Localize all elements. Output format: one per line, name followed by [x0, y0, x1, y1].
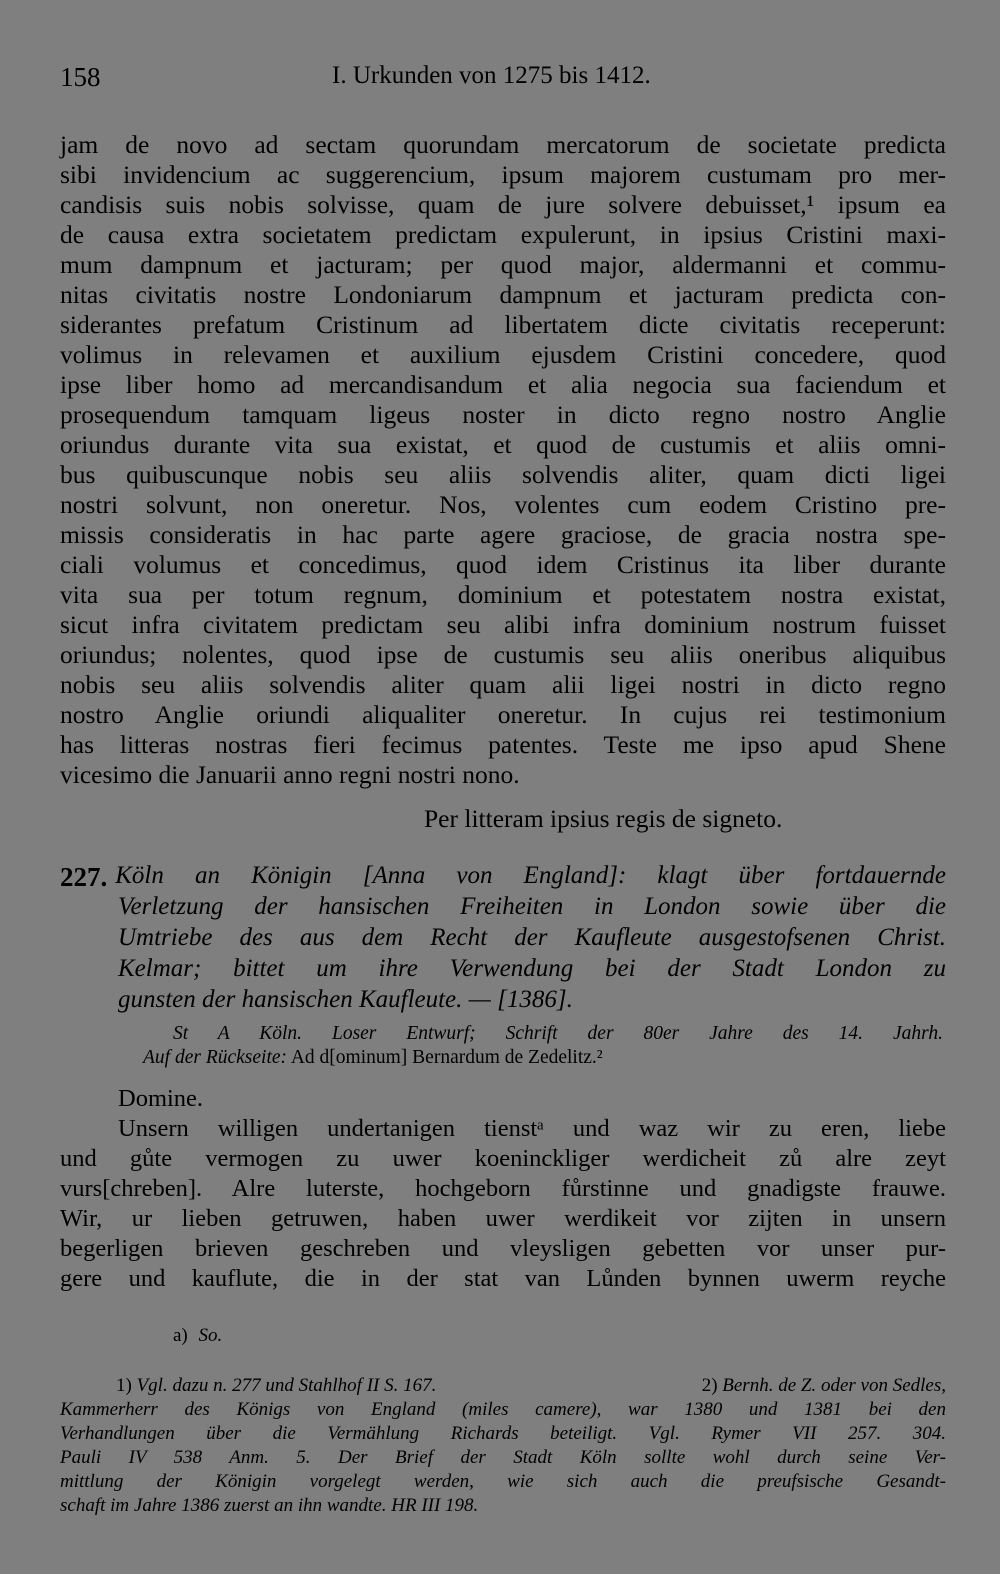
footnote-text: Kammerherr des Königs von England (miles camere), war 1380 und 1381 bei den: [60, 1399, 946, 1420]
text-line: vita sua per totum regnum, dominium et potestatem nostra existat,: [60, 580, 946, 609]
text-line: nitas civitatis nostre Londoniarum dampnum et jacturam predicta con-: [60, 280, 946, 309]
text-line: begerligen brieven geschreben und vleysligen gebetten vor unser pur-: [60, 1235, 946, 1262]
text-line: mum dampnum et jacturam; per quod major, aldermanni et commu-: [60, 250, 946, 279]
text-line: siderantes prefatum Cristinum ad libertatem dicte civitatis receperunt:: [60, 310, 946, 339]
footnote-line: [116, 1375, 946, 1397]
text-line: nostro Anglie oriundi aliqualiter oneretur. In cujus rei testimonium: [60, 700, 946, 729]
text-line: nobis seu aliis solvendis aliter quam alii ligei nostri in dicto regno: [60, 670, 946, 699]
footnote-text: mittlung der Königin vorgelegt werden, wie sich auch die preufsische Gesandt-: [60, 1471, 946, 1492]
footnote-text: Verhandlungen über die Vermählung Richards beteiligt. Vgl. Rymer VII 257. 304.: [60, 1423, 946, 1444]
footnote-marker: 2): [701, 1375, 718, 1396]
footnote-marker: 1): [116, 1375, 132, 1396]
text-line: de causa extra societatem predictam expulerunt, in ipsius Cristini maxi-: [60, 220, 946, 249]
note-marker: a): [173, 1325, 188, 1346]
text-line: gere und kauflute, die in der stat van Lůnden bynnen uwerm reyche: [60, 1265, 946, 1292]
note-text: So.: [198, 1325, 223, 1346]
summary-line: Verletzung der hansischen Freiheiten in London sowie über die: [118, 893, 946, 920]
text-line: vicesimo die Januarii anno regni nostri nono.: [60, 760, 520, 789]
text-line: has litteras nostras fieri fecimus patentes. Teste me ipso apud Shene: [60, 730, 946, 759]
text-critical-note: [173, 1325, 222, 1347]
text-line: bus quibuscunque nobis seu aliis solvendis aliter, quam dicti ligei: [60, 460, 946, 489]
text-line: ipse liber homo ad mercandisandum et alia negocia sua faciendum et: [60, 370, 946, 399]
source-note: St A Köln. Loser Entwurf; Schrift der 80er Jahre des 14. Jahrh.: [173, 1023, 943, 1044]
text-line: prosequendum tamquam ligeus noster in dicto regno nostro Anglie: [60, 400, 946, 429]
text-line: missis consideratis in hac parte agere graciose, de gracia nostra spe-: [60, 520, 946, 549]
text-line: sicut infra civitatem predictam seu alibi infra dominium nostrum fuisset: [60, 610, 946, 639]
text-line: oriundus durante vita sua existat, et quod de custumis et aliis omni-: [60, 430, 946, 459]
text-line: und gůte vermogen zu uwer koeninckliger werdicheit zů alre zeyt: [60, 1145, 946, 1172]
footnote-text: Pauli IV 538 Anm. 5. Der Brief der Stadt Köln sollte wohl durch seine Ver-: [60, 1447, 946, 1468]
summary-line: Kelmar; bittet um ihre Verwendung bei der Stadt London zu: [118, 955, 946, 982]
page-number: 158: [60, 62, 101, 92]
text-line: nostri solvunt, non oneretur. Nos, volentes cum eodem Cristino pre-: [60, 490, 946, 519]
footnote-text: schaft im Jahre 1386 zuerst an ihn wandte. HR III 198.: [60, 1495, 479, 1516]
text-line: jam de novo ad sectam quorundam mercatorum de societate predicta: [60, 130, 946, 159]
footnote-text: Vgl. dazu n. 277 und Stahlhof II S. 167.: [136, 1375, 437, 1396]
summary-line: Köln an Königin [Anna von England]: klagt über fortdauernde: [115, 862, 946, 889]
text-line: ciali volumus et concedimus, quod idem Cristinus ita liber durante: [60, 550, 946, 579]
text-line: vurs[chreben]. Alre luterste, hochgeborn fůrstinne und gnadigste frauwe.: [60, 1175, 946, 1202]
text-line: volimus in relevamen et auxilium ejusdem Cristini concedere, quod: [60, 340, 946, 369]
text-line: candisis suis nobis solvisse, quam de jure solvere debuisset,¹ ipsum ea: [60, 190, 946, 219]
page-header: [60, 62, 945, 98]
footnote-text: Bernh. de Z. oder von Sedles,: [722, 1375, 946, 1396]
running-title: I. Urkunden von 1275 bis 1412.: [332, 62, 651, 89]
text-line: oriundus; nolentes, quod ipse de custumis seu aliis oneribus aliquibus: [60, 640, 946, 669]
document-number: 227.: [60, 862, 108, 892]
source-note-address: Ad d[ominum] Bernardum de Zedelitz.²: [290, 1047, 603, 1068]
text-line: Unsern willigen undertanigen tienstᵃ und waz wir zu eren, liebe: [118, 1115, 946, 1142]
text-line: sibi invidencium ac suggerencium, ipsum majorem custumam pro mer-: [60, 160, 946, 189]
salutation: Domine.: [118, 1085, 204, 1112]
summary-line: Umtriebe des aus dem Recht der Kaufleute ausgestofsenen Christ.: [118, 924, 946, 951]
source-note-label: Auf der Rückseite:: [143, 1047, 288, 1068]
text-line: Wir, ur lieben getruwen, haben uwer werdikeit vor zijten in unsern: [60, 1205, 946, 1232]
summary-line: gunsten der hansischen Kaufleute. — [1386].: [118, 986, 573, 1013]
source-note-reverse: [143, 1047, 603, 1069]
closing-note: Per litteram ipsius regis de signeto.: [424, 804, 783, 833]
